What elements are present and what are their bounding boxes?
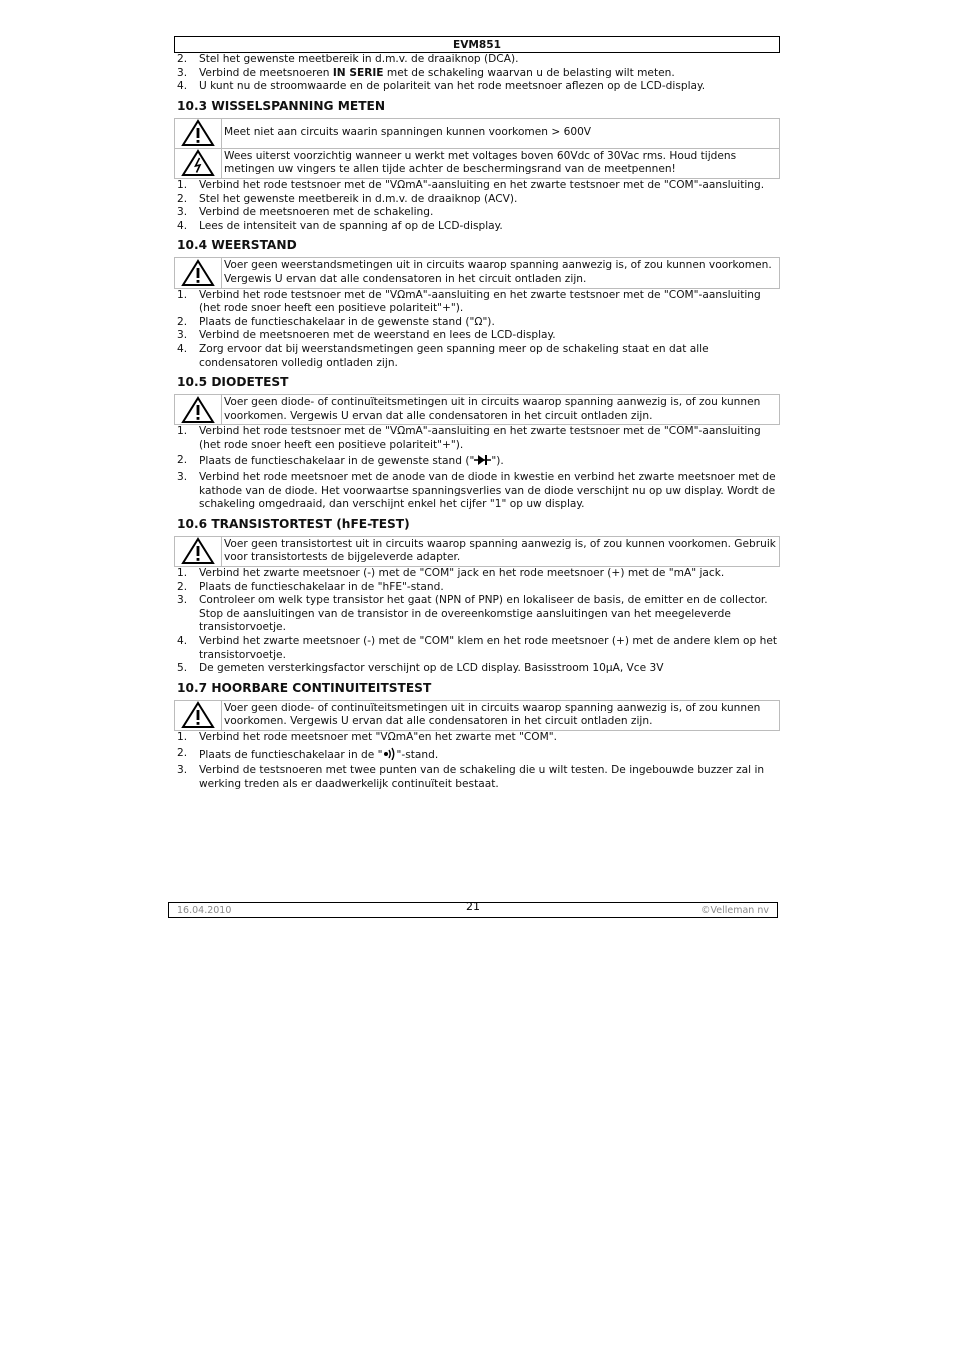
electric-shock-triangle-icon bbox=[175, 148, 222, 178]
document-footer bbox=[168, 902, 778, 918]
list-item: 3. Verbind de meetsnoeren met de weerstand en lees de LCD-display. bbox=[177, 329, 556, 342]
warning-triangle-icon bbox=[175, 118, 222, 148]
list-item: 4. Zorg ervoor dat bij weerstandsmetingen geen spanning meer op de schakeling staat en dat alle condensatoren volledig ontladen zijn. bbox=[177, 342, 709, 369]
warning-table-10-3 bbox=[174, 118, 780, 179]
list-item: 5. De gemeten versterkingsfactor verschijnt op de LCD display. Basisstroom 10µA, Vce 3V bbox=[177, 662, 664, 675]
section-title-10-7: 10.7 HOORBARE CONTINUITEITSTEST bbox=[177, 680, 432, 695]
warning-text: Wees uiterst voorzichtig wanneer u werkt met voltages boven 60Vdc of 30Vac rms. Houd tijdens metingen uw vingers te allen tijde achter de beschermingsrand van de meetpennen! bbox=[222, 148, 780, 178]
warning-table-10-5 bbox=[174, 394, 780, 425]
footer-copyright: ©Velleman nv bbox=[701, 905, 769, 916]
warning-text: Voer geen transistortest uit in circuits waarop spanning aanwezig is, of zou kunnen voorkomen. Gebruik voor transistortests de bijgeleverde adapter. bbox=[222, 536, 780, 566]
steps-10-5 bbox=[174, 425, 780, 512]
list-item: 4. U kunt nu de stroomwaarde en de polariteit van het rode meetsnoer aflezen op de LCD-display. bbox=[177, 80, 706, 93]
list-item: 2. Plaats de functieschakelaar in de gewenste stand ("Ω"). bbox=[177, 315, 495, 328]
steps-10-6 bbox=[174, 567, 780, 676]
diode-symbol-icon bbox=[474, 454, 491, 471]
list-item: 4. Verbind het zwarte meetsnoer (-) met de "COM" klem en het rode meetsnoer (+) met de andere klem op het transistorvoetje. bbox=[177, 635, 777, 661]
section-title-10-5: 10.5 DIODETEST bbox=[177, 375, 289, 390]
intro-steps bbox=[174, 53, 780, 94]
warning-triangle-icon bbox=[175, 258, 222, 288]
list-item: 3. Verbind het rode meetsnoer met de anode van de diode in kwestie en verbind het zwarte meetsnoer met de kathode van de diode. Het voorwaartse spanningsverlies van de diode verschijnt nu op uw display. Wordt de schakeling omgedraaid, dan verschijnt enkel het cijfer "1" op uw display. bbox=[177, 471, 776, 511]
model-title: EVM851 bbox=[452, 39, 502, 51]
list-item: 3. Verbind de testsnoeren met twee punten van de schakeling die u wilt testen. De ingebouwde buzzer zal in werking treden als er daadwerkelijk continuïteit bestaat. bbox=[177, 764, 765, 790]
list-item: 2. Plaats de functieschakelaar in de "hFE"-stand. bbox=[177, 580, 444, 593]
list-item: 1. Verbind het rode testsnoer met de "VΩmA"-aansluiting en het zwarte testsnoer met de "COM"-aansluiting (het rode snoer heeft een positieve polariteit"+"). bbox=[177, 425, 761, 451]
list-item: 1. Verbind het zwarte meetsnoer (-) met de "COM" jack en het rode meetsnoer (+) met de "mA" jack. bbox=[177, 567, 725, 580]
list-item: 1. Verbind het rode testsnoer met de "VΩmA"-aansluiting en het zwarte testsnoer met de "COM"-aansluiting (het rode snoer heeft een positieve polariteit"+"). bbox=[177, 288, 761, 315]
list-item: 4. Lees de intensiteit van de spanning af op de LCD-display. bbox=[177, 219, 503, 232]
list-item: 3. Verbind de meetsnoeren met de schakeling. bbox=[177, 206, 434, 219]
list-item: 2. Stel het gewenste meetbereik in d.m.v. de draaiknop (ACV). bbox=[177, 192, 518, 205]
document-page bbox=[174, 36, 780, 791]
list-item: 3. Controleer om welk type transistor het gaat (NPN of PNP) en lokaliseer de basis, de emitter en de collector. Stop de aansluitingen van de transistor in de overeenkomstige aansluitingen van het meegeleverde transistorvoetje. bbox=[177, 594, 768, 634]
list-item: 2. Plaats de functieschakelaar in de " "-stand. bbox=[174, 747, 780, 765]
emphasis-text: IN SERIE bbox=[332, 66, 384, 79]
warning-text: Meet niet aan circuits waarin spanningen kunnen voorkomen > 600V bbox=[222, 118, 780, 148]
footer-date: 16.04.2010 bbox=[177, 905, 232, 916]
list-item: 1. Verbind het rode testsnoer met de "VΩmA"-aansluiting en het zwarte testsnoer met de "COM"-aansluiting. bbox=[177, 178, 765, 191]
steps-10-4 bbox=[174, 289, 780, 371]
section-title-10-4: 10.4 WEERSTAND bbox=[177, 238, 297, 253]
warning-text: Voer geen weerstandsmetingen uit in circuits waarop spanning aanwezig is, of zou kunnen voorkomen. Vergewis U ervan dat alle condensatoren in het circuit ontladen zijn. bbox=[222, 258, 780, 288]
warning-table-10-7 bbox=[174, 700, 780, 731]
section-title-10-6: 10.6 TRANSISTORTEST (hFE-TEST) bbox=[177, 516, 410, 531]
steps-10-3 bbox=[174, 179, 780, 233]
steps-10-7 bbox=[174, 731, 780, 791]
warning-text: Voer geen diode- of continuïteitsmetingen uit in circuits waarop spanning aanwezig is, of zou kunnen voorkomen. Vergewis U ervan dat alle condensatoren in het circuit ontladen zijn. bbox=[222, 700, 780, 730]
warning-triangle-icon bbox=[175, 536, 222, 566]
list-item: 3. Verbind de meetsnoeren IN SERIE met de schakeling waarvan u de belasting wilt meten. bbox=[177, 66, 675, 79]
warning-triangle-icon bbox=[175, 700, 222, 730]
warning-text: Voer geen diode- of continuïteitsmetingen uit in circuits waarop spanning aanwezig is, of zou kunnen voorkomen. Vergewis U ervan dat alle condensatoren in het circuit ontladen zijn. bbox=[222, 395, 780, 425]
warning-triangle-icon bbox=[175, 395, 222, 425]
warning-table-10-6 bbox=[174, 536, 780, 567]
list-item: 1. Verbind het rode meetsnoer met "VΩmA"en het zwarte met "COM". bbox=[177, 730, 558, 743]
document-header bbox=[174, 36, 780, 53]
list-item: 2. Stel het gewenste meetbereik in d.m.v. de draaiknop (DCA). bbox=[177, 53, 519, 65]
buzzer-sound-icon bbox=[383, 747, 397, 765]
warning-table-10-4 bbox=[174, 257, 780, 288]
list-item: 2. Plaats de functieschakelaar in de gewenste stand (" "). bbox=[174, 454, 780, 471]
page-number: 21 bbox=[466, 900, 480, 913]
section-title-10-3: 10.3 WISSELSPANNING METEN bbox=[177, 98, 386, 113]
